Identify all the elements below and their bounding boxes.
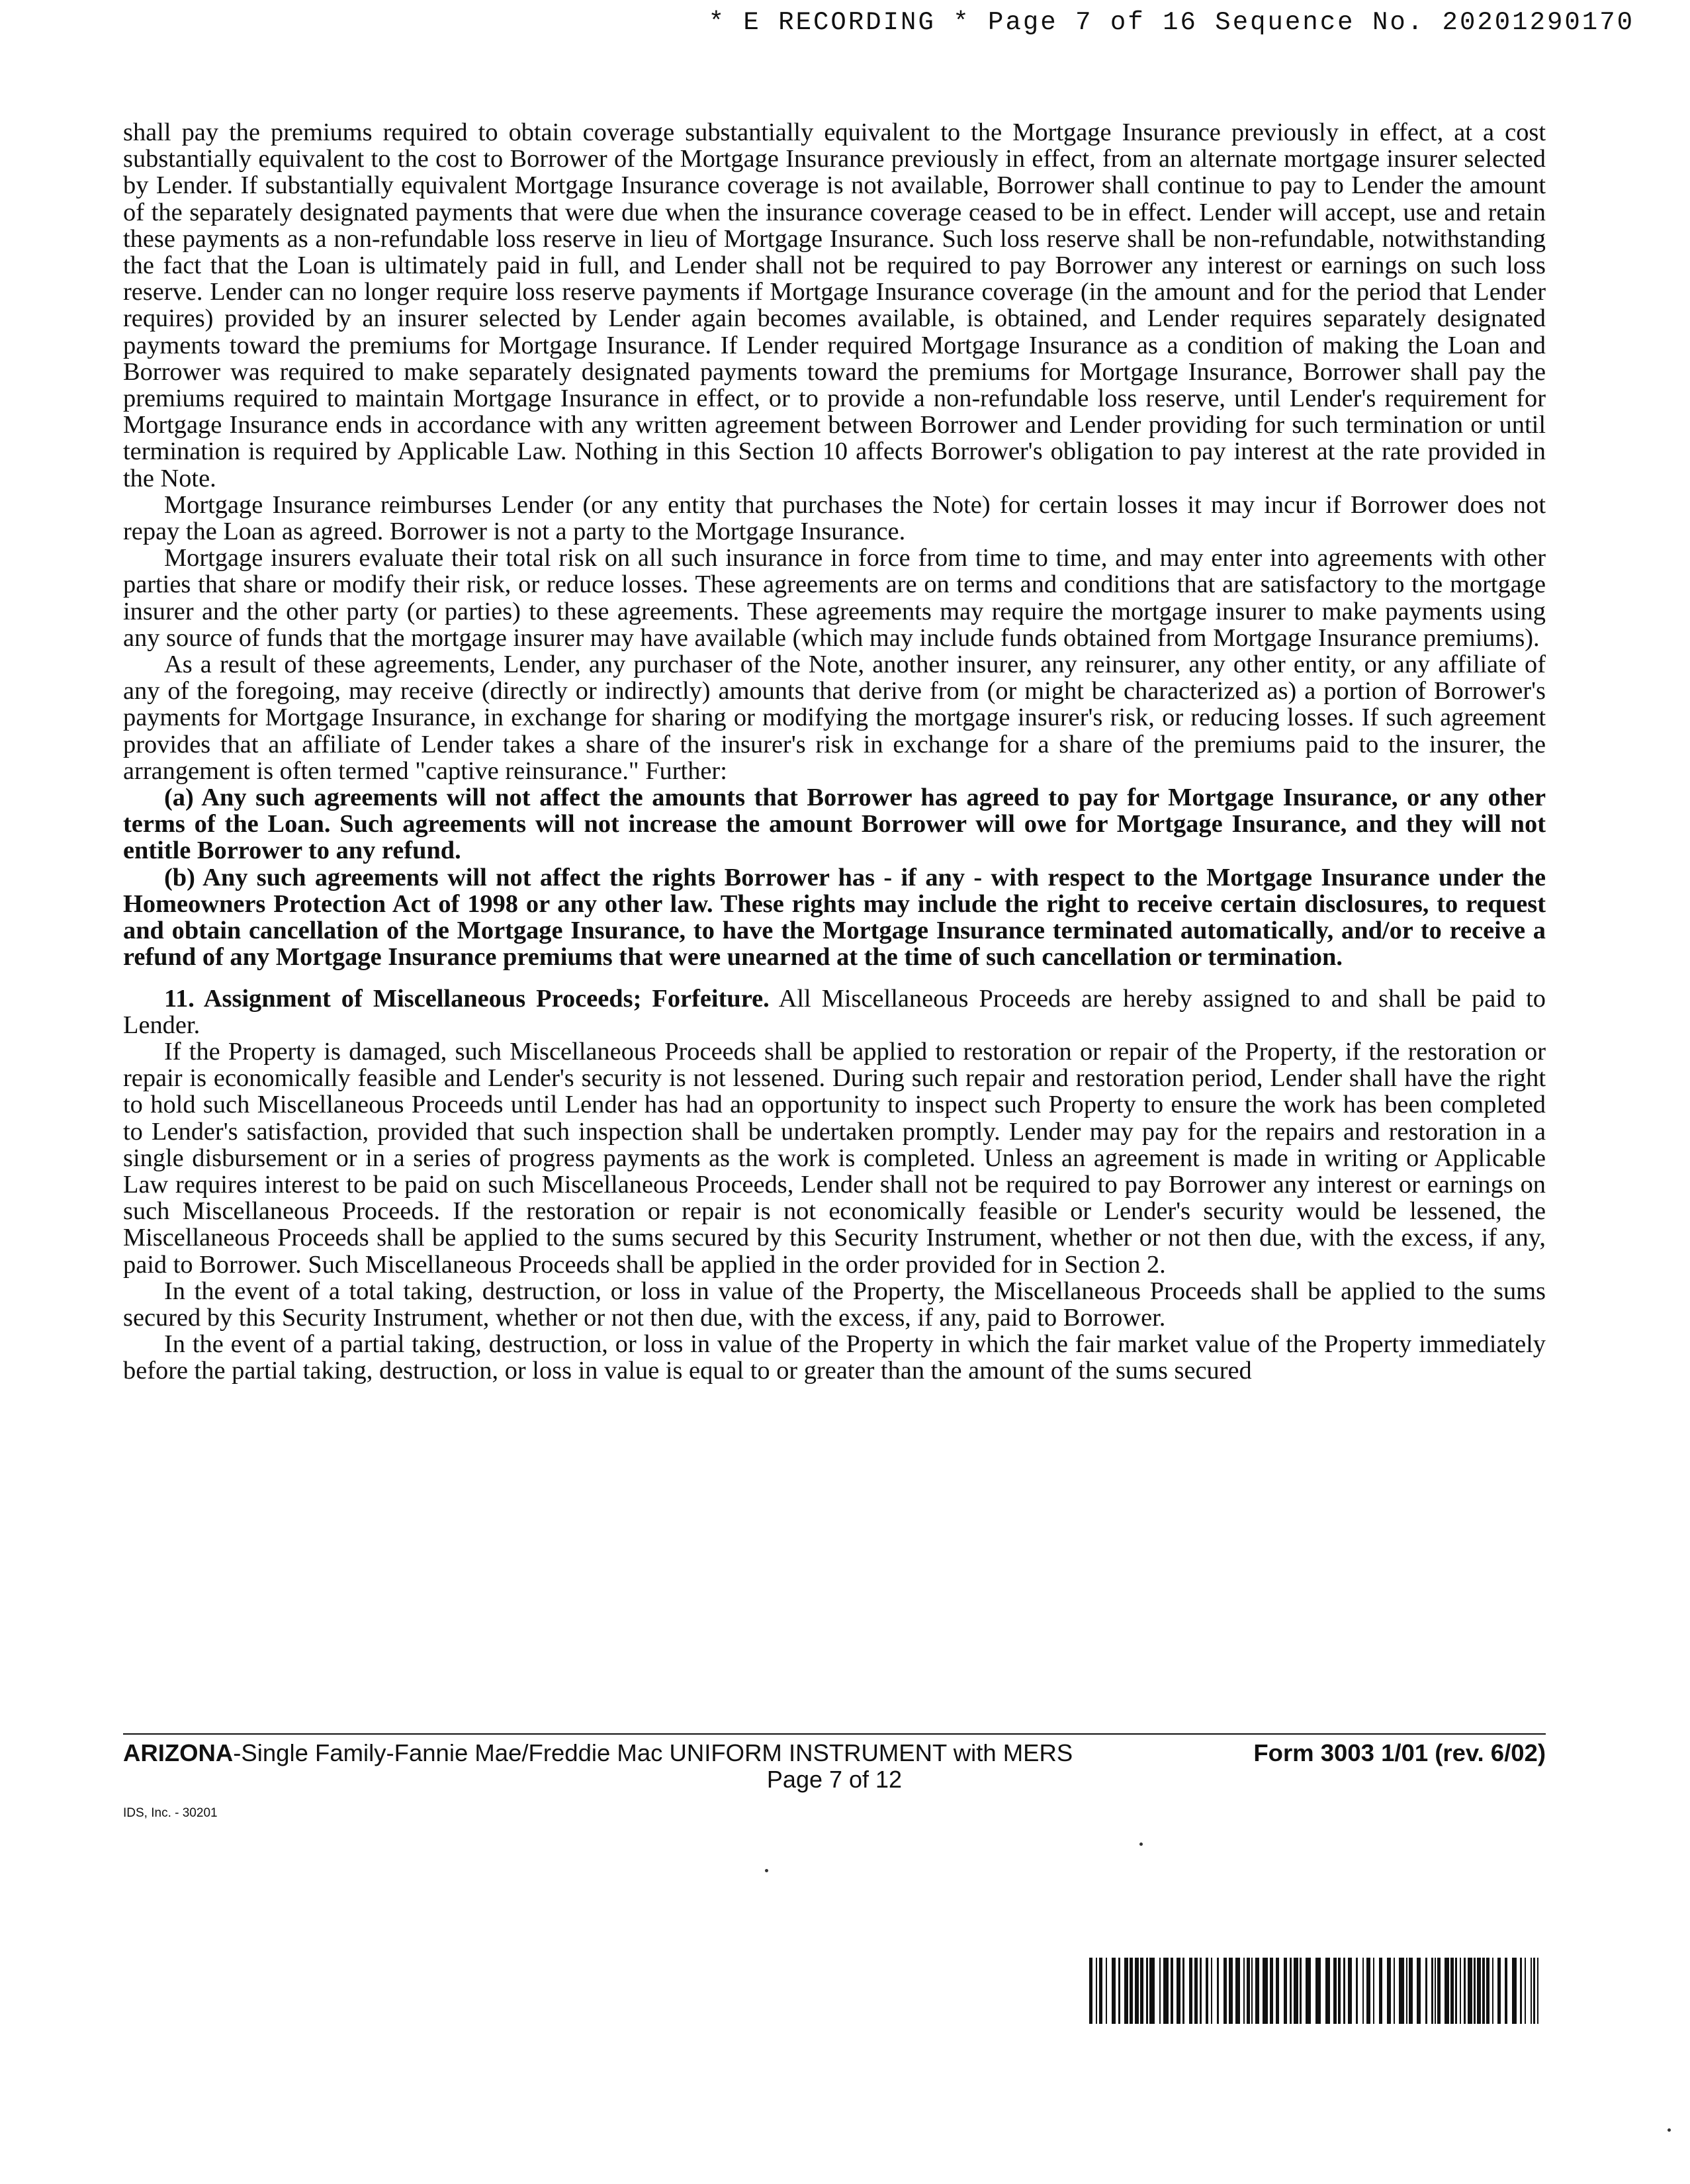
barcode-bar	[1211, 1958, 1212, 2024]
barcode-bar	[1251, 1958, 1253, 2024]
barcode-bar	[1497, 1958, 1501, 2024]
form-number: Form 3003 1/01 (rev. 6/02)	[1253, 1739, 1546, 1766]
barcode-bar	[1206, 1958, 1208, 2024]
form-footer-line	[123, 1740, 1546, 1766]
barcode-bar	[1492, 1958, 1493, 2024]
barcode-bar	[1300, 1958, 1302, 2024]
barcode-bar	[1373, 1958, 1374, 2024]
barcode-bar	[1200, 1958, 1202, 2024]
barcode-bar	[1243, 1958, 1245, 2024]
barcode-bar	[1270, 1958, 1273, 2024]
barcode-bar	[1437, 1958, 1441, 2024]
barcode-bar	[1315, 1958, 1321, 2024]
barcode-bar	[1425, 1958, 1427, 2024]
paragraph-mi-reimburses: Mortgage Insurance reimburses Lender (or any entity that purchases the Note) for certain losses it may incur if Borrower does not repay the Loan as agreed. Borrower is not a party to the Mortgage Insurance.	[123, 490, 1546, 546]
barcode-bar	[1431, 1958, 1433, 2024]
barcode-bar	[1189, 1958, 1192, 2024]
barcode-bar	[1194, 1958, 1198, 2024]
barcode-bar	[1450, 1958, 1454, 2024]
barcode-bar	[1468, 1958, 1472, 2024]
barcode-bar	[1325, 1958, 1330, 2024]
barcode-bar	[1394, 1958, 1395, 2024]
barcode-bar	[1263, 1958, 1268, 2024]
barcode-bar	[1435, 1958, 1436, 2024]
paragraph-property-damaged: If the Property is damaged, such Miscellaneous Proceeds shall be applied to restoration or repair of the Property, if the restoration or repair is economically feasible and Lender's security is not lessened. During such repair and restoration period, Lender shall have the right to hold such Miscellaneous Proceeds until Lender has had an opportunity to inspect such Property to ensure the work has been completed to Lender's satisfaction, provided that such inspection shall be undertaken promptly. Lender may pay for the repairs and restoration in a single disbursement or in a series of progress payments as the work is completed. Unless an agreement is made in writing or Applicable Law requires interest to be paid on such Miscellaneous Proceeds, Lender shall not be required to pay Borrower any interest or earnings on such Miscellaneous Proceeds. If the restoration or repair is not economically feasible or Lender's security would be lessened, the Miscellaneous Proceeds shall be applied to the sums secured by this Security Instrument, whether or not then due, with the excess, if any, paid to Borrower. Such Miscellaneous Proceeds shall be applied in the order provided for in Section 2.	[123, 1037, 1546, 1279]
barcode-bar	[1140, 1958, 1143, 2024]
barcode-bar	[1348, 1958, 1352, 2024]
barcode-bar	[1177, 1958, 1180, 2024]
barcode-bar	[1464, 1958, 1466, 2024]
barcode-bar	[1171, 1958, 1173, 2024]
document-body	[123, 119, 1546, 1385]
barcode-bar	[1399, 1958, 1404, 2024]
barcode-bar	[1149, 1958, 1155, 2024]
barcode-bar	[1217, 1958, 1219, 2024]
barcode-bar	[1229, 1958, 1233, 2024]
barcode-bar	[1366, 1958, 1370, 2024]
paragraph-mi-insurers: Mortgage insurers evaluate their total risk on all such insurance in force from time to time, and may enter into agreements with other parties that share or modify their risk, or reduce losses. These agreements are on terms and conditions that are satisfactory to the mortgage insurer and the other party (or parties) to these agreements. These agreements may require the mortgage insurer to make payments using any source of funds that the mortgage insurer may have available (which may include funds obtained from Mortgage Insurance premiums).	[123, 544, 1546, 652]
barcode-bar	[1290, 1958, 1292, 2024]
section-11-lead: All Miscellaneous Proceeds are hereby assigned to and shall be paid to Lender.	[123, 984, 1546, 1039]
paragraph-partial-taking: In the event of a partial taking, destruction, or loss in value of the Property in which the fair market value of the Property immediately before the partial taking, destruction, or loss in value is equal to or greater than the amount of the sums secured	[123, 1330, 1546, 1385]
barcode-bar	[1223, 1958, 1227, 2024]
barcode-bar	[1163, 1958, 1169, 2024]
barcode-bar	[1486, 1958, 1490, 2024]
barcode-bar	[1505, 1958, 1507, 2024]
barcode	[1089, 1958, 1539, 2024]
barcode-bar	[1096, 1958, 1097, 2024]
barcode-bar	[1099, 1958, 1102, 2024]
barcode-bar	[1417, 1958, 1421, 2024]
barcode-bar	[1255, 1958, 1259, 2024]
barcode-bar	[1124, 1958, 1128, 2024]
paragraph-disclosure-b: (b) Any such agreements will not affect the rights Borrower has - if any - with respect to the Mortgage Insurance under the Homeowners Protection Act of 1998 or any other law. These rights may include the right to receive certain disclosures, to request and obtain cancellation of the Mortgage Insurance, to have the Mortgage Insurance terminated automatically, and/or to receive a refund of any Mortgage Insurance premiums that were unearned at the time of such cancellation or termination.	[123, 863, 1546, 972]
barcode-bar	[1089, 1958, 1092, 2024]
barcode-bar	[1460, 1958, 1461, 2024]
barcode-bar	[1477, 1958, 1481, 2024]
barcode-bar	[1343, 1958, 1345, 2024]
form-title-text: -Single Family-Fannie Mae/Freddie Mac UNIFORM INSTRUMENT with MERS	[233, 1739, 1073, 1766]
ids-code: IDS, Inc. - 30201	[123, 1806, 218, 1820]
barcode-bar	[1146, 1958, 1148, 2024]
form-footer	[123, 1733, 1546, 1820]
recording-stamp: * E RECORDING * Page 7 of 16 Sequence No. 20201290170	[708, 8, 1634, 37]
section-11-intro	[123, 985, 1546, 1038]
scan-speck	[1139, 1843, 1143, 1846]
barcode-bar	[1182, 1958, 1184, 2024]
barcode-bar	[1533, 1958, 1535, 2024]
barcode-bar	[1284, 1958, 1287, 2024]
form-state: ARIZONA	[123, 1739, 234, 1766]
barcode-bar	[1159, 1958, 1161, 2024]
page-number: Page 7 of 12	[766, 1766, 903, 1793]
barcode-bar	[1130, 1958, 1133, 2024]
barcode-bar	[1247, 1958, 1250, 2024]
barcode-bar	[1525, 1958, 1526, 2024]
barcode-bar	[1362, 1958, 1364, 2024]
paragraph-continuation: shall pay the premiums required to obtain coverage substantially equivalent to the Mortgage Insurance previously in effect, at a cost substantially equivalent to the cost to Borrower of the Mortgage Insurance previously in effect, from an alternate mortgage insurer selected by Lender. If substantially equivalent Mortgage Insurance coverage is not available, Borrower shall continue to pay to Lender the amount of the separately designated payments that were due when the insurance coverage ceased to be in effect. Lender will accept, use and retain these payments as a non-refundable loss reserve in lieu of Mortgage Insurance. Such loss reserve shall be non-refundable, notwithstanding the fact that the Loan is ultimately paid in full, and Lender shall not be required to pay Borrower any interest or earnings on such loss reserve. Lender can no longer require loss reserve payments if Mortgage Insurance coverage (in the amount and for the period that Lender requires) provided by an insurer selected by Lender again becomes available, is obtained, and Lender requires separately designated payments toward the premiums for Mortgage Insurance. If Lender required Mortgage Insurance as a condition of making the Loan and Borrower was required to make separately designated payments toward the premiums for Mortgage Insurance, Borrower shall pay the premiums required to maintain Mortgage Insurance in effect, or to provide a non-refundable loss reserve, until Lender's requirement for Mortgage Insurance ends in accordance with any written agreement between Borrower and Lender providing for such termination or until termination is required by Applicable Law. Nothing in this Section 10 affects Borrower's obligation to pay interest at the rate provided in the Note.	[123, 118, 1546, 492]
barcode-bar	[1118, 1958, 1120, 2024]
barcode-bar	[1520, 1958, 1522, 2024]
paragraph-total-taking: In the event of a total taking, destruction, or loss in value of the Property, the Miscellaneous Proceeds shall be applied to the sums secured by this Security Instrument, whether or not then due, with the excess, if any, paid to Borrower.	[123, 1277, 1546, 1332]
form-title	[123, 1740, 1073, 1766]
barcode-bar	[1474, 1958, 1476, 2024]
barcode-bar	[1512, 1958, 1517, 2024]
section-11-heading: 11. Assignment of Miscellaneous Proceeds; Forfeiture.	[164, 984, 770, 1013]
scan-speck	[1668, 2128, 1671, 2132]
barcode-bar	[1531, 1958, 1532, 2024]
barcode-bar	[1482, 1958, 1485, 2024]
barcode-bar	[1294, 1958, 1298, 2024]
barcode-bar	[1306, 1958, 1311, 2024]
barcode-bar	[1333, 1958, 1337, 2024]
barcode-bar	[1276, 1958, 1279, 2024]
barcode-bar	[1106, 1958, 1107, 2024]
barcode-bar	[1356, 1958, 1358, 2024]
barcode-bar	[1112, 1958, 1116, 2024]
paragraph-agreements-result: As a result of these agreements, Lender, any purchaser of the Note, another insurer, any reinsurer, any other entity, or any affiliate of any of the foregoing, may receive (directly or indirectly) amounts that derive from (or might be characterized as) a portion of Borrower's payments for Mortgage Insurance, in exchange for sharing or modifying the mortgage insurer's risk, or reducing losses. If such agreement provides that an affiliate of Lender takes a share of the insurer's risk in exchange for a share of the premiums paid to the insurer, the arrangement is often termed "captive reinsurance." Further:	[123, 651, 1546, 785]
barcode-bar	[1409, 1958, 1413, 2024]
barcode-bar	[1455, 1958, 1457, 2024]
paragraph-disclosure-a: (a) Any such agreements will not affect the amounts that Borrower has agreed to pay for Mortgage Insurance, or any other terms of the Loan. Such agreements will not increase the amount Borrower will owe for Mortgage Insurance, and they will not entitle Borrower to any refund.	[123, 784, 1546, 865]
scan-speck	[765, 1869, 768, 1872]
barcode-bar	[1387, 1958, 1391, 2024]
barcode-bar	[1537, 1958, 1538, 2024]
barcode-bar	[1445, 1958, 1449, 2024]
barcode-bar	[1135, 1958, 1139, 2024]
barcode-bar	[1235, 1958, 1240, 2024]
barcode-bar	[1406, 1958, 1407, 2024]
barcode-bar	[1338, 1958, 1341, 2024]
barcode-bar	[1379, 1958, 1382, 2024]
